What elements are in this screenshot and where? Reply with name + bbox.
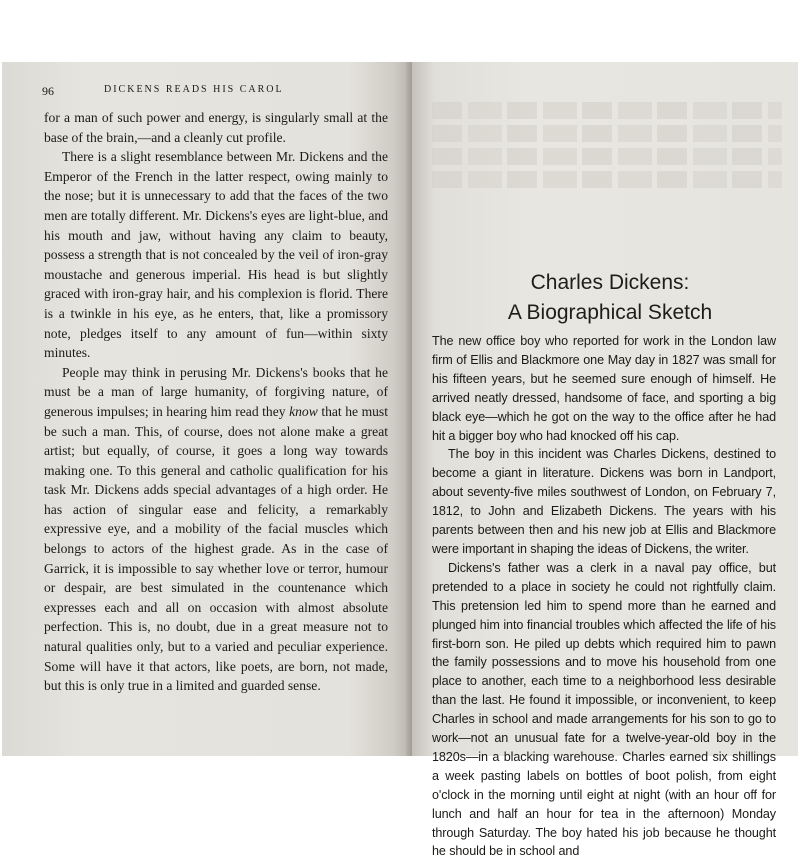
left-page: [2, 62, 410, 756]
paragraph: [44, 363, 388, 696]
emphasized-word: know: [289, 403, 318, 419]
paragraph: There is a slight resemblance between Mr. Dickens and the Emperor of the French in the latter respect, owing mainly to the nose; but it is unnecessary to add that the faces of the two men are totally different. Mr. Dickens's eyes are light-blue, and his mouth and jaw, without having any claim to beauty, possess a strength that is not concealed by the veil of iron-gray moustache and generous imperial. His head is but slightly graced with iron-gray hair, and his complexion is florid. There is a twinkle in his eye, as he enters, that, like a promissory note, pledges itself to any amount of fun—within sixty minutes.: [44, 149, 388, 361]
paragraph: Dickens's father was a clerk in a naval pay office, but pretended to a place in society he could not rightfully claim. This pretension led him to spend more than he earned and plunged him into financial troubles which affected the life of his first-born son. He piled up debts which required him to pawn the family possessions and to move his household from one place to another, each time to a neighborhood less desirable than the last. He found it impossible, or inconvenient, to keep Charles in school and made arrangements for his son to go to work—not an unusual fate for a twelve-year-old boy in the 1820s—in a blacking warehouse. Charles earned six shillings a week pasting labels on bottles of boot polish, from eight o'clock in the morning until eight at night (with an hour off for lunch and half an hour for tea in the afternoon) Monday through Saturday. The boy hated his job because he thought he should be in school and: [432, 560, 776, 859]
left-running-head: [42, 84, 390, 99]
chapter-title: [432, 268, 788, 328]
right-page: [412, 62, 798, 859]
running-head-title: DICKENS READS HIS CAROL: [104, 84, 284, 95]
page-number: 96: [42, 84, 54, 98]
chapter-title-line: Charles Dickens:: [530, 271, 690, 294]
paragraph: for a man of such power and energy, is singularly small at the base of the brain,—and a cleanly cut profile.: [44, 110, 388, 145]
chapter-title-line: A Biographical Sketch: [507, 301, 713, 324]
paragraph-text: People may think in perusing Mr. Dickens's books that he must be a man of large humanity, of forgiving nature, of generous impulses; in hearing him read they: [44, 364, 388, 419]
right-page-body: [432, 332, 776, 861]
show-through-text: [432, 102, 782, 194]
book-spread: [2, 62, 798, 859]
paragraph: The boy in this incident was Charles Dickens, destined to become a giant in literature. Dickens was born in Landport, about seventy-five miles southwest of London, on February 7, 1812, to John and Elizabeth Dickens. The years with his parents between then and his new job at Ellis and Blackmore were important in shaping the ideas of Dickens, the writer.: [432, 447, 776, 556]
paragraph: The new office boy who reported for work in the London law firm of Ellis and Blackmore one May day in 1827 was small for his fifteen years, but he seemed sure enough of himself. He arrived neatly dressed, handsome of face, and sporting a big black eye—which he got on the way to the office after he had hit a bigger boy who had knocked off his cap.: [432, 334, 776, 443]
paragraph-text: that he must be such a man. This, of course, does not alone make a great artist; but equally, of course, it goes a long way towards making one. To this general and catholic qualification for his task Mr. Dickens adds special advantages of a high order. He has action of singular ease and felicity, a remarkably expressive eye, and a mobility of the facial muscles which belongs to actors of the highest grade. As in the case of Garrick, it is impossible to say whether love or terror, humour or despair, are best simulated in the countenance which expresses each and all on occasion with almost absolute perfection. This is, no doubt, due in a great measure not to natural qualities only, but to a varied and peculiar experience. Some will have it that actors, like poets, are born, not made, but this is only true in a limited and guarded sense.: [44, 403, 389, 694]
left-page-body: [44, 108, 388, 696]
